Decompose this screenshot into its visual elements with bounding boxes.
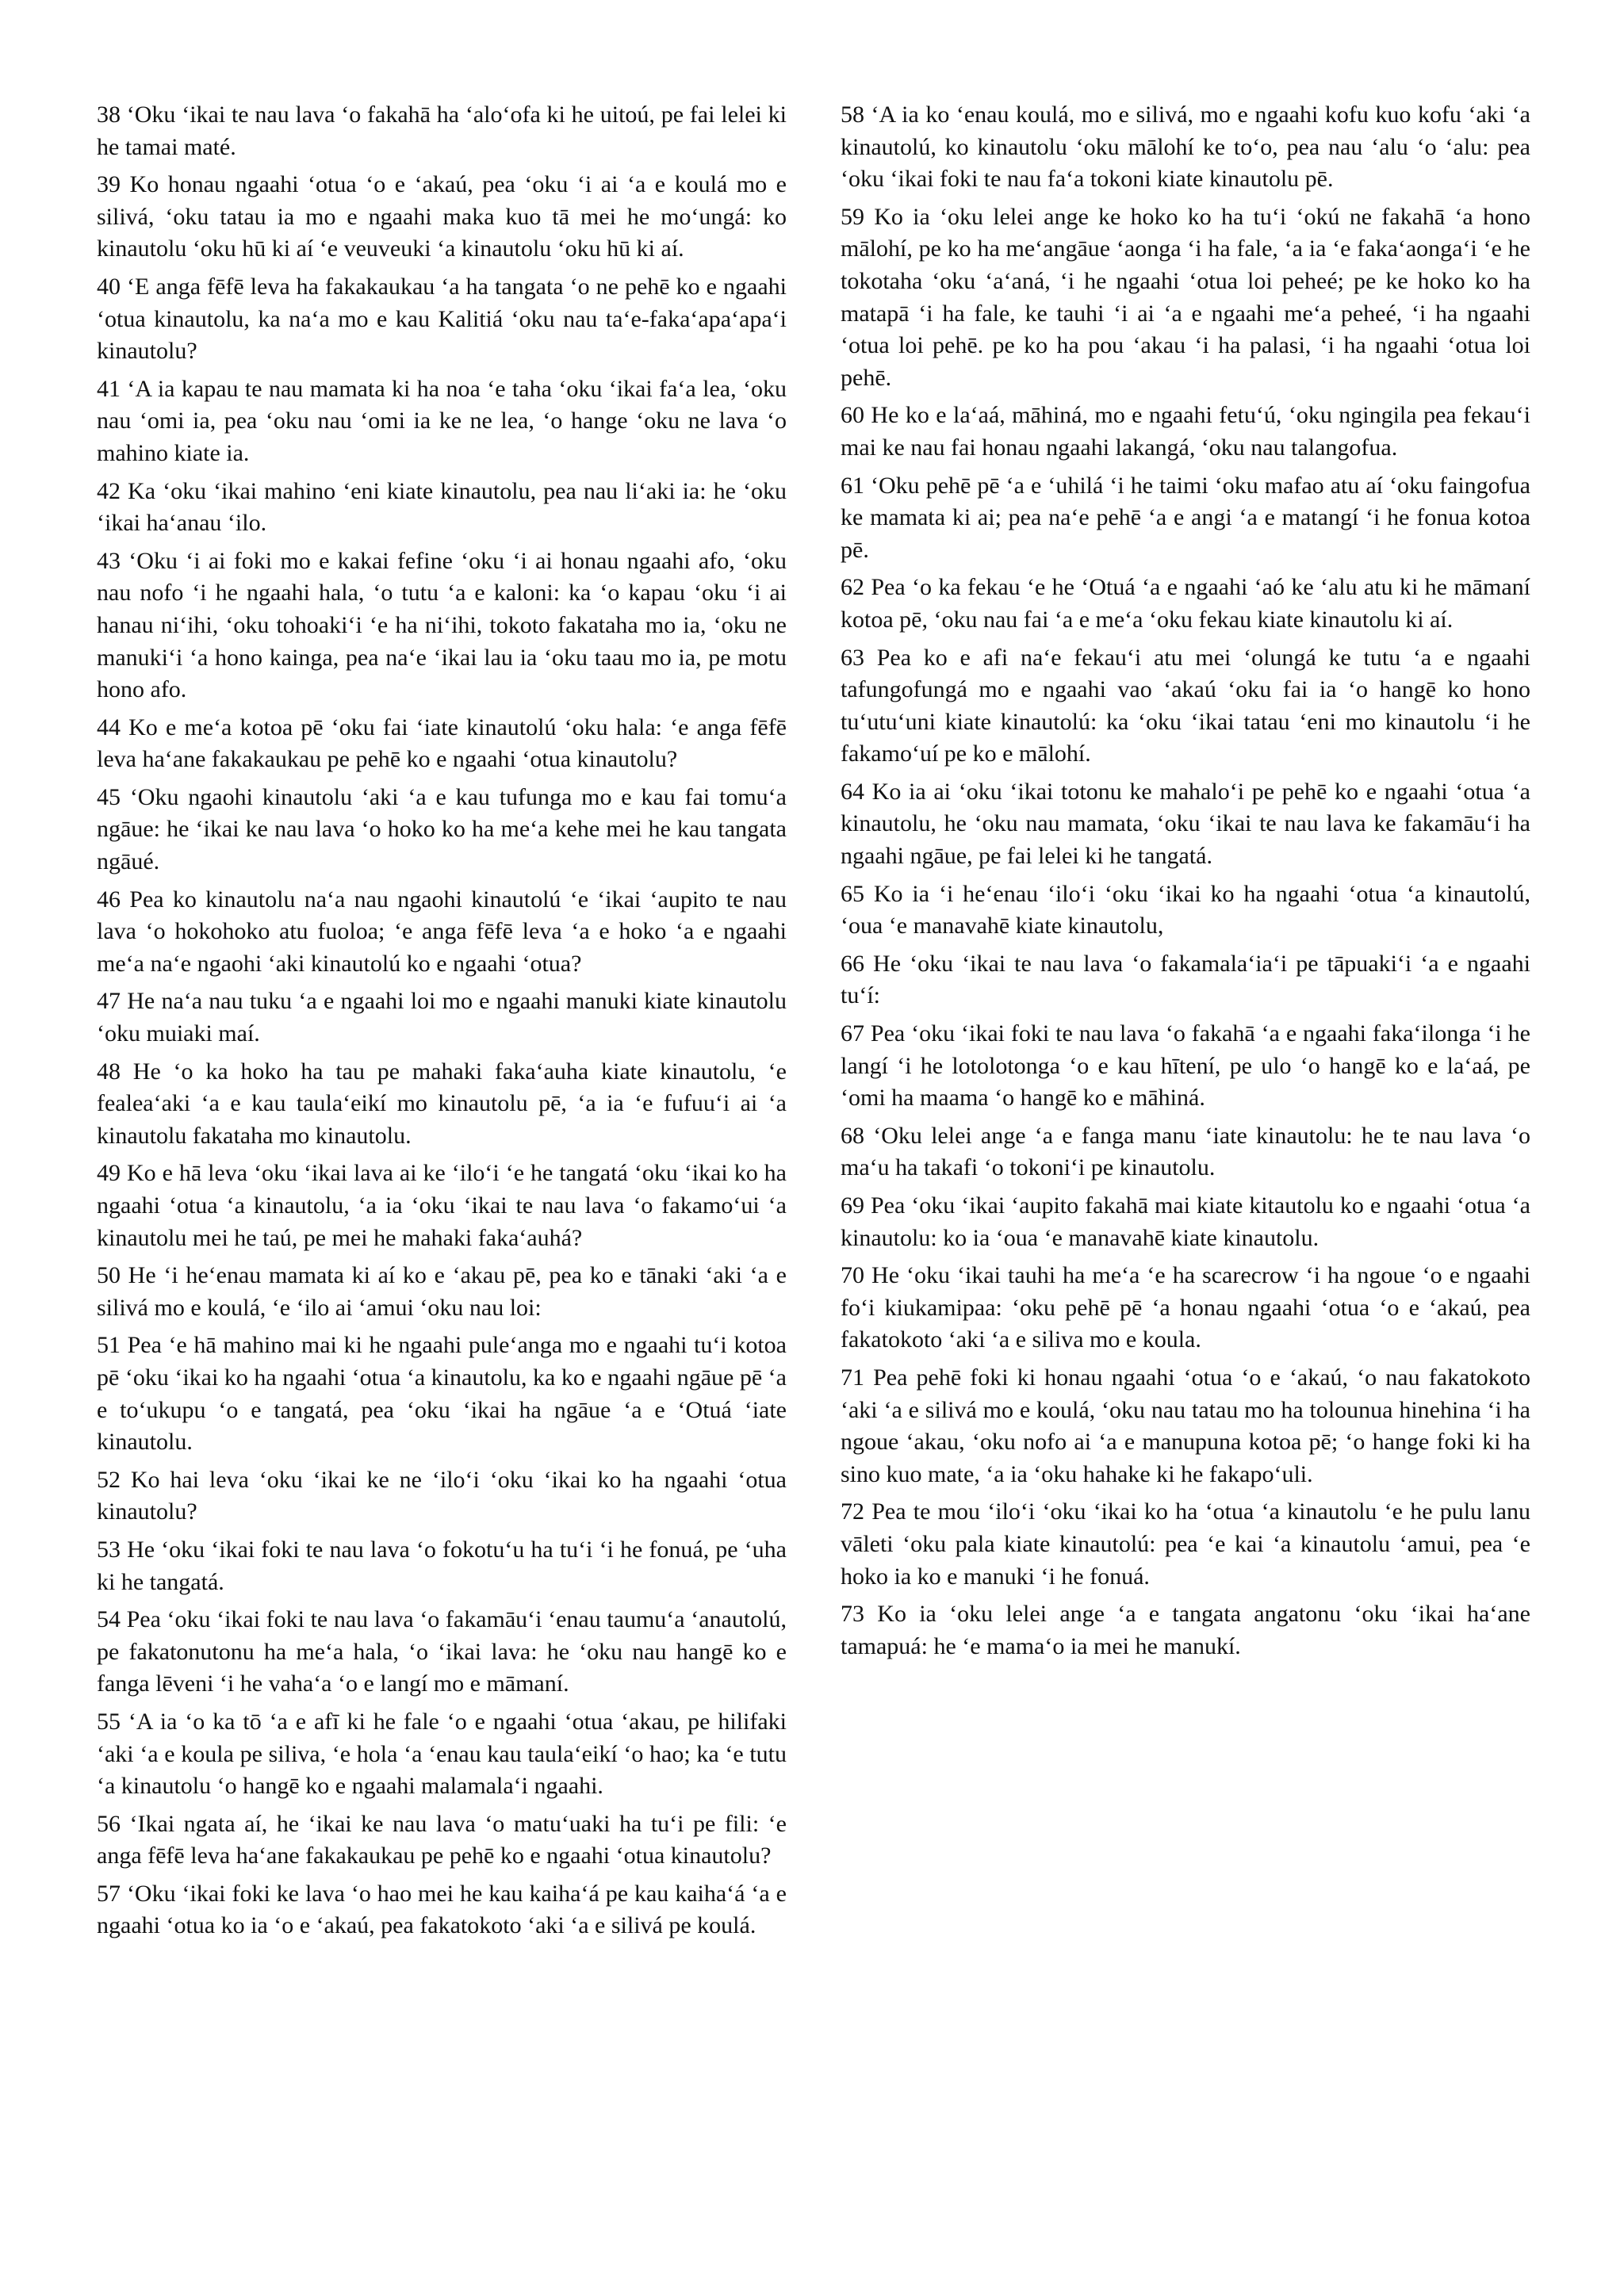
verse-41: 41 ‘A ia kapau te nau mamata ki ha noa ‘e taha ‘oku ‘ikai fa‘a lea, ‘oku nau ‘omi ia, pea ‘oku nau ‘omi ia ke ne lea, ‘o hange ‘oku ne lava ‘o mahino kiate ia. <box>97 375 787 466</box>
verse-66: 66 He ‘oku ‘ikai te nau lava ‘o fakamala‘ia‘i pe tāpuaki‘i ‘a e ngaahi tu‘í: <box>841 950 1530 1009</box>
verse-42: 42 Ka ‘oku ‘ikai mahino ‘eni kiate kinautolu, pea nau li‘aki ia: he ‘oku ‘ikai ha‘anau ‘ilo. <box>97 477 787 537</box>
right-column <box>841 99 1530 2296</box>
verse-46: 46 Pea ko kinautolu na‘a nau ngaohi kinautolú ‘e ‘ikai ‘aupito te nau lava ‘o hokohoko atu fuoloa; ‘e anga fēfē leva ‘a e hoko ‘a e ngaahi me‘a na‘e ngaohi ‘aki kinautolú ko e ngaahi ‘otua? <box>97 886 787 977</box>
verse-71: 71 Pea pehē foki ki honau ngaahi ‘otua ‘o e ‘akaú, ‘o nau fakatokoto ‘aki ‘a e silivá mo e koulá, ‘oku nau tatau mo ha tolounua hinehina ‘i ha ngoue ‘akau, ‘oku nofo ai ‘a e manupuna kotoa pē; ‘o hange foki ki ha sino kuo mate, ‘a ia ‘oku hahake ki he fakapo‘uli. <box>841 1364 1530 1487</box>
verse-58: 58 ‘A ia ko ‘enau koulá, mo e silivá, mo e ngaahi kofu kuo kofu ‘aki ‘a kinautolú, ko kinautolu ‘oku mālohí ke to‘o, pea nau ‘alu ‘o ‘alu: pea ‘oku ‘ikai foki te nau fa‘a tokoni kiate kinautolu pē. <box>841 101 1530 193</box>
verse-44: 44 Ko e me‘a kotoa pē ‘oku fai ‘iate kinautolú ‘oku hala: ‘e anga fēfē leva ha‘ane fakakaukau pe pehē ko e ngaahi ‘otua kinautolu? <box>97 714 787 773</box>
verse-68: 68 ‘Oku lelei ange ‘a e fanga manu ‘iate kinautolu: he te nau lava ‘o ma‘u ha takafi ‘o tokoni‘i pe kinautolu. <box>841 1122 1530 1181</box>
verse-47: 47 He na‘a nau tuku ‘a e ngaahi loi mo e ngaahi manuki kiate kinautolu ‘oku muiaki maí. <box>97 988 787 1047</box>
verse-43: 43 ‘Oku ‘i ai foki mo e kakai fefine ‘oku ‘i ai honau ngaahi afo, ‘oku nau nofo ‘i he ngaahi hala, ‘o tutu ‘a e kaloni: ka ‘o kapau ‘oku ‘i ai hanau ni‘ihi, ‘oku tohoaki‘i ‘e ha ni‘ihi, tokoto fakataha mo ia, ‘oku ne manuki‘i ‘a hono kainga, pea na‘e ‘ikai lau ia ‘oku taau mo ia, pe motu hono afo. <box>97 547 787 703</box>
verse-64: 64 Ko ia ai ‘oku ‘ikai totonu ke mahalo‘i pe pehē ko e ngaahi ‘otua ‘a kinautolu, he ‘oku nau mamata, ‘oku ‘ikai te nau lava ke fakamāu‘i ha ngaahi ngāue, pe fai lelei ki he tangatá. <box>841 778 1530 870</box>
verse-51: 51 Pea ‘e hā mahino mai ki he ngaahi pule‘anga mo e ngaahi tu‘i kotoa pē ‘oku ‘ikai ko ha ngaahi ‘otua ‘a kinautolu, ka ko e ngaahi ngāue pē ‘a e to‘ukupu ‘o e tangatá, pea ‘oku ‘ikai ha ngāue ‘a e ‘Otuá ‘iate kinautolu. <box>97 1332 787 1456</box>
verse-39: 39 Ko honau ngaahi ‘otua ‘o e ‘akaú, pea ‘oku ‘i ai ‘a e koulá mo e silivá, ‘oku tatau ia mo e ngaahi maka kuo tā mei he mo‘ungá: ko kinautolu ‘oku hū ki aí ‘e veuveuki ‘a kinautolu ‘oku hū ki aí. <box>97 171 787 262</box>
verse-40: 40 ‘E anga fēfē leva ha fakakaukau ‘a ha tangata ‘o ne pehē ko e ngaahi ‘otua kinautolu, ka na‘a mo e kau Kalitiá ‘oku nau ta‘e-faka‘apa‘apa‘i kinautolu? <box>97 273 787 365</box>
verse-73: 73 Ko ia ‘oku lelei ange ‘a e tangata angatonu ‘oku ‘ikai ha‘ane tamapuá: he ‘e mama‘o ia mei he manukí. <box>841 1601 1530 1659</box>
verse-53: 53 He ‘oku ‘ikai foki te nau lava ‘o fokotu‘u ha tu‘i ‘i he fonuá, pe ‘uha ki he tangatá. <box>97 1536 787 1595</box>
verse-50: 50 He ‘i he‘enau mamata ki aí ko e ‘akau pē, pea ko e tānaki ‘aki ‘a e silivá mo e koulá, ‘e ‘ilo ai ‘amui ‘oku nau loi: <box>97 1262 787 1321</box>
verse-65: 65 Ko ia ‘i he‘enau ‘ilo‘i ‘oku ‘ikai ko ha ngaahi ‘otua ‘a kinautolú, ‘oua ‘e manavahē kiate kinautolu, <box>841 880 1530 939</box>
verse-38: 38 ‘Oku ‘ikai te nau lava ‘o fakahā ha ‘alo‘ofa ki he uitoú, pe fai lelei ki he tamai maté. <box>97 101 787 160</box>
verse-61: 61 ‘Oku pehē pē ‘a e ‘uhilá ‘i he taimi ‘oku mafao atu aí ‘oku faingofua ke mamata ki ai; pea na‘e pehē ‘a e angi ‘a e matangí ‘i he fonua kotoa pē. <box>841 472 1530 563</box>
left-column <box>97 99 787 2296</box>
verse-55: 55 ‘A ia ‘o ka tō ‘a e afī ki he fale ‘o e ngaahi ‘otua ‘akau, pe hilifaki ‘aki ‘a e koula pe siliva, ‘e hola ‘a ‘enau kau taula‘eikí ‘o hao; ka ‘e tutu ‘a kinautolu ‘o hangē ko e ngaahi malamala‘i ngaahi. <box>97 1708 787 1800</box>
verse-62: 62 Pea ‘o ka fekau ‘e he ‘Otuá ‘a e ngaahi ‘aó ke ‘alu atu ki he māmaní kotoa pē, ‘oku nau fai ‘a e me‘a ‘oku fekau kiate kinautolu ki aí. <box>841 574 1530 633</box>
verse-57: 57 ‘Oku ‘ikai foki ke lava ‘o hao mei he kau kaiha‘á pe kau kaiha‘á ‘a e ngaahi ‘otua ko ia ‘o e ‘akaú, pea fakatokoto ‘aki ‘a e silivá pe koulá. <box>97 1880 787 1939</box>
verse-59: 59 Ko ia ‘oku lelei ange ke hoko ko ha tu‘i ‘okú ne fakahā ‘a hono mālohí, pe ko ha me‘angāue ‘aonga ‘i ha fale, ‘a ia ‘e faka‘aonga‘i ‘e he tokotaha ‘oku ‘a‘aná, ‘i he ngaahi ‘otua loi peheé; pe ke hoko ko ha matapā ‘i ha fale, ke tauhi ‘i ai ‘a e ngaahi me‘a peheé, ‘i ha ngaahi ‘otua loi pehē. pe ko ha pou ‘akau ‘i ha palasi, ‘i ha ngaahi ‘otua loi pehē. <box>841 203 1530 391</box>
verse-60: 60 He ko e la‘aá, māhiná, mo e ngaahi fetu‘ú, ‘oku ngingila pea fekau‘i mai ke nau fai honau ngaahi lakangá, ‘oku nau talangofua. <box>841 402 1530 461</box>
verse-69: 69 Pea ‘oku ‘ikai ‘aupito fakahā mai kiate kitautolu ko e ngaahi ‘otua ‘a kinautolu: ko ia ‘oua ‘e manavahē kiate kinautolu. <box>841 1192 1530 1251</box>
verse-70: 70 He ‘oku ‘ikai tauhi ha me‘a ‘e ha scarecrow ‘i ha ngoue ‘o e ngaahi fo‘i kiukamipaa: ‘oku pehē pē ‘a honau ngaahi ‘otua ‘o e ‘akaú, pea fakatokoto ‘aki ‘a e siliva mo e koula. <box>841 1262 1530 1353</box>
verse-54: 54 Pea ‘oku ‘ikai foki te nau lava ‘o fakamāu‘i ‘enau taumu‘a ‘anautolú, pe fakatonutonu ha me‘a hala, ‘o ‘ikai lava: he ‘oku nau hangē ko e fanga lēveni ‘i he vaha‘a ‘o e langí mo e māmaní. <box>97 1606 787 1697</box>
verse-52: 52 Ko hai leva ‘oku ‘ikai ke ne ‘ilo‘i ‘oku ‘ikai ko ha ngaahi ‘otua kinautolu? <box>97 1466 787 1525</box>
verse-72: 72 Pea te mou ‘ilo‘i ‘oku ‘ikai ko ha ‘otua ‘a kinautolu ‘e he pulu lanu vāleti ‘oku pala kiate kinautolú: pea ‘e kai ‘a kinautolu ‘amui, pea ‘e hoko ia ko e manuki ‘i he fonuá. <box>841 1498 1530 1590</box>
verse-49: 49 Ko e hā leva ‘oku ‘ikai lava ai ke ‘ilo‘i ‘e he tangatá ‘oku ‘ikai ko ha ngaahi ‘otua ‘a kinautolu, ‘a ia ‘oku ‘ikai te nau lava ‘o fakamo‘ui ‘a kinautolu mei he taú, pe mei he mahaki faka‘auhá? <box>97 1160 787 1251</box>
verse-63: 63 Pea ko e afi na‘e fekau‘i atu mei ‘olungá ke tutu ‘a e ngaahi tafungofungá mo e ngaahi vao ‘akaú ‘oku fai ia ‘o hangē ko hono tu‘utu‘uni kiate kinautolú: ka ‘oku ‘ikai tatau ‘eni mo kinautolu ‘i he fakamo‘uí pe ko e mālohí. <box>841 644 1530 767</box>
verse-45: 45 ‘Oku ngaohi kinautolu ‘aki ‘a e kau tufunga mo e kau fai tomu‘a ngāue: he ‘ikai ke nau lava ‘o hoko ko ha me‘a kehe mei he kau tangata ngāué. <box>97 783 787 875</box>
verse-48: 48 He ‘o ka hoko ha tau pe mahaki faka‘auha kiate kinautolu, ‘e fealea‘aki ‘a e kau taula‘eikí mo kinautolu pē, ‘a ia ‘e fufuu‘i ai ‘a kinautolu fakataha mo kinautolu. <box>97 1058 787 1149</box>
verse-67: 67 Pea ‘oku ‘ikai foki te nau lava ‘o fakahā ‘a e ngaahi faka‘ilonga ‘i he langí ‘i he lotolotonga ‘o e kau hītení, pe ulo ‘o hangē ko e la‘aá, pe ‘omi ha maama ‘o hangē ko e māhiná. <box>841 1020 1530 1112</box>
verse-56: 56 ‘Ikai ngata aí, he ‘ikai ke nau lava ‘o matu‘uaki ha tu‘i pe fili: ‘e anga fēfē leva ha‘ane fakakaukau pe pehē ko e ngaahi ‘otua kinautolu? <box>97 1810 787 1869</box>
